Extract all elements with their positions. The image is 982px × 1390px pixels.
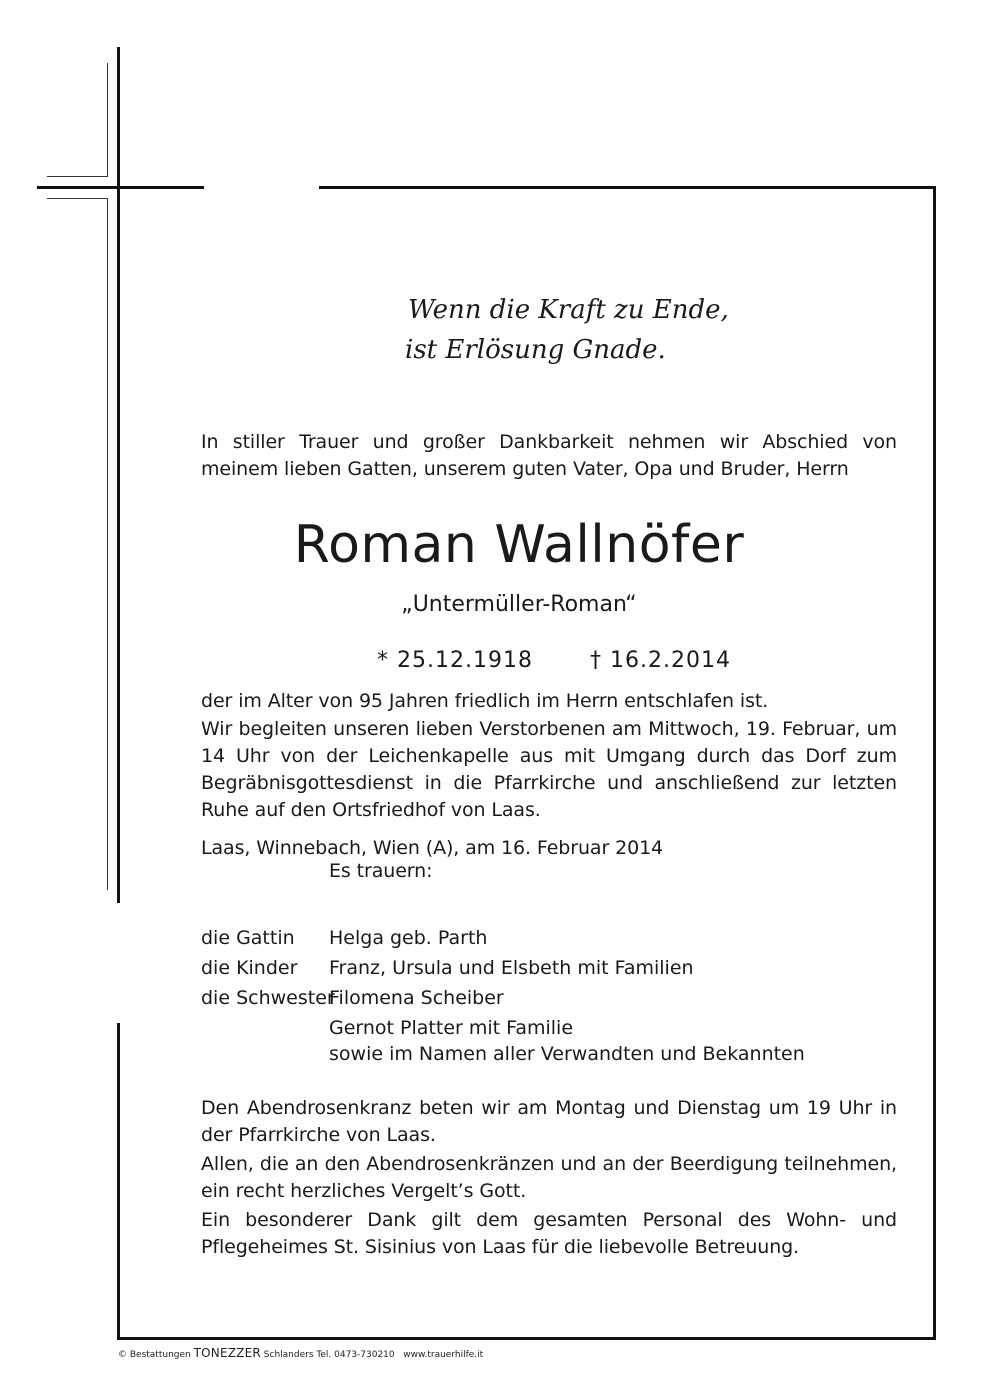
frame-right (933, 186, 936, 1340)
footer-city: Schlanders (263, 1350, 314, 1360)
mourners-heading: Es trauern: (329, 860, 433, 882)
mourner-row (201, 985, 504, 1012)
passing-text: der im Alter von 95 Jahren friedlich im Herrn entschlafen ist. (201, 690, 769, 712)
mourner-names: Helga geb. Parth (329, 927, 488, 949)
mourner-role: die Gattin (201, 927, 295, 949)
rosary-text: Den Abendrosenkranz beten wir am Montag und Dienstag um 19 Uhr in der Pfarrkirche von Laas. (201, 1097, 897, 1146)
footer-prefix: © Bestattungen (118, 1350, 191, 1360)
death-date: † 16.2.2014 (590, 648, 731, 673)
cross-shadow-horizontal-bottom (47, 198, 108, 199)
thanks-all-text: Allen, die an den Abendrosenkränzen und an der Beerdigung teilnehmen, ein recht herzliches Vergelt’s Gott. (201, 1153, 897, 1202)
mourner-role: die Schwester (201, 987, 335, 1009)
mourner-names: Gernot Platter mit Familie (329, 1017, 574, 1039)
birth-date: * 25.12.1918 (377, 648, 533, 673)
footer-imprint (118, 1347, 483, 1361)
mourner-role: die Kinder (201, 957, 298, 979)
mourner-row (201, 1041, 805, 1068)
cross-shadow-horizontal-top (47, 176, 108, 177)
frame-left (117, 1023, 120, 1340)
mourner-row (201, 925, 487, 952)
frame-top (319, 186, 936, 189)
deceased-nickname: „Untermüller-Roman“ (401, 592, 637, 617)
funeral-text: Wir begleiten unseren lieben Verstorbenen am Mittwoch, 19. Februar, um 14 Uhr von der Leichenkapelle aus mit Umgang durch das Dorf zum Begräbnisgottesdienst in die Pfarrkirche und anschließend zur letzten Ruhe auf den Ortsfriedhof von Laas. (201, 718, 897, 821)
intro-text: In stiller Trauer und großer Dankbarkeit nehmen wir Abschied von meinem lieben Gatten, unserem guten Vater, Opa und Bruder, Herrn (201, 431, 897, 480)
motto-line-2: ist Erlösung Gnade. (405, 335, 666, 365)
mourner-names: Filomena Scheiber (329, 987, 504, 1009)
mourner-names: sowie im Namen aller Verwandten und Bekannten (329, 1043, 805, 1065)
mourner-row (201, 1015, 573, 1042)
frame-bottom (117, 1337, 936, 1340)
motto (405, 290, 729, 370)
thanks-staff-text: Ein besonderer Dank gilt dem gesamten Personal des Wohn- und Pflegeheimes St. Sisinius von Laas für die liebevolle Betreuung. (201, 1209, 897, 1258)
cross-vertical-upper (117, 47, 120, 903)
footer-brand: TONEZZER (193, 1346, 261, 1360)
place-date: Laas, Winnebach, Wien (A), am 16. Februar 2014 (201, 837, 664, 859)
footer-phone: Tel. 0473-730210 (316, 1350, 395, 1360)
cross-horizontal (37, 186, 204, 189)
footer-website[interactable]: www.trauerhilfe.it (403, 1350, 484, 1360)
mourner-row (201, 955, 694, 982)
cross-shadow-vertical (107, 63, 108, 177)
mourner-names: Franz, Ursula und Elsbeth mit Familien (329, 957, 694, 979)
motto-line-1: Wenn die Kraft zu Ende, (408, 295, 729, 325)
deceased-name: Roman Wallnöfer (293, 515, 745, 575)
